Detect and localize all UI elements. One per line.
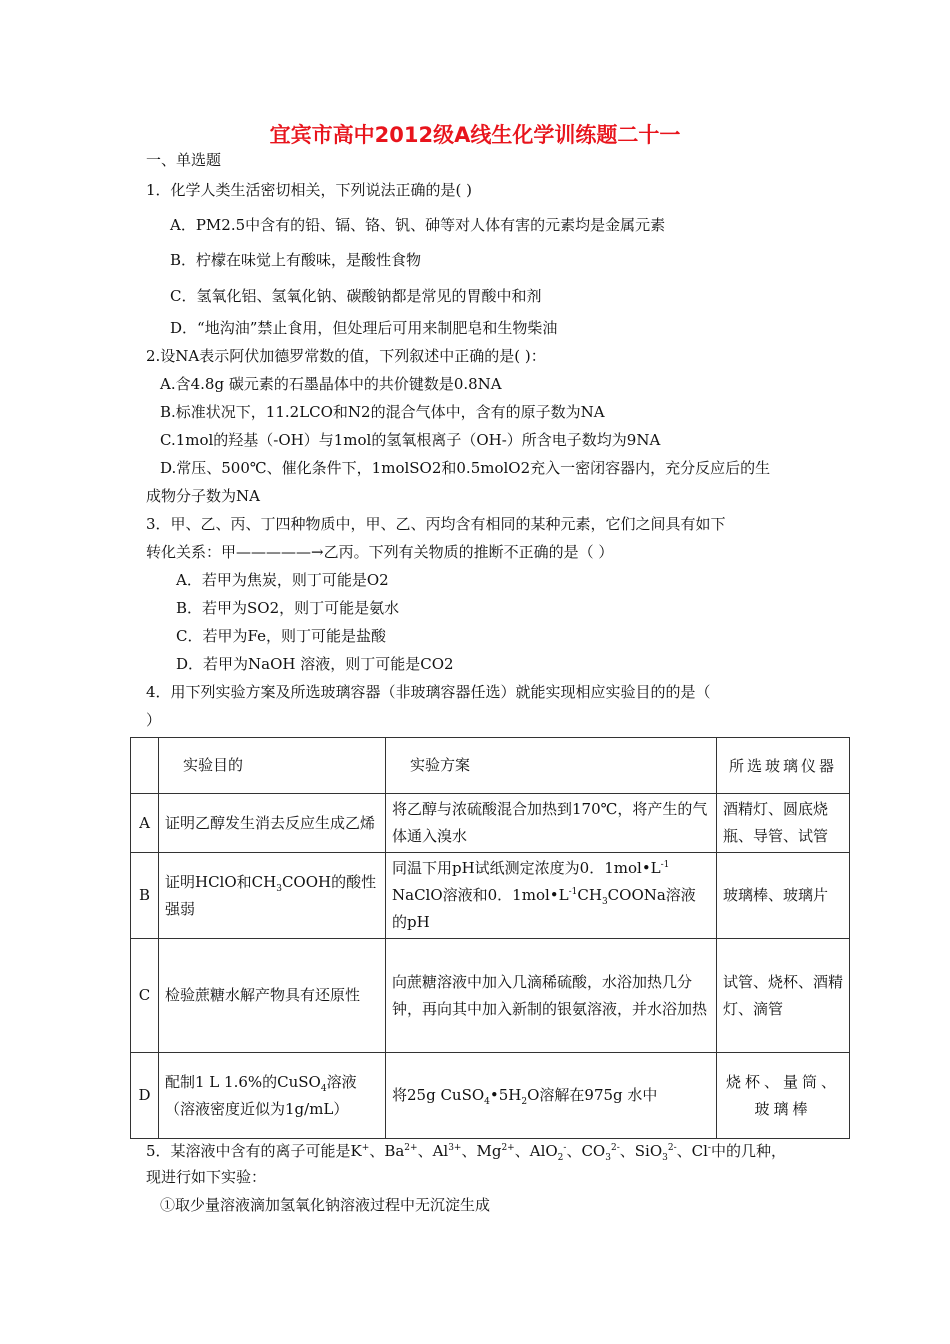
row-glass: 玻璃棒、玻璃片 (717, 853, 850, 939)
q5-stem-cont: 现进行如下实验： (146, 1168, 267, 1186)
row-glass: 酒精灯、圆底烧瓶、导管、试管 (717, 794, 850, 853)
row-purpose: 证明HClO和$CH_3COOH$的酸性强弱 (159, 853, 386, 939)
q3-option-d: D．若甲为NaOH 溶液，则丁可能是CO2 (176, 655, 454, 673)
row-purpose: 检验蔗糖水解产物具有还原性 (159, 939, 386, 1053)
q1-option-d: D．“地沟油”禁止食用，但处理后可用来制肥皂和生物柴油 (170, 319, 558, 337)
table-header-cell (131, 738, 159, 794)
q2-option-c: C.1mol的羟基（-OH）与1mol的氢氧根离子（OH-）所含电子数均为9NA (160, 431, 661, 449)
table-header-cell: 实验目的 (159, 738, 386, 794)
row-purpose: 证明乙醇发生消去反应生成乙烯 (159, 794, 386, 853)
q4-stem: 4．用下列实验方案及所选玻璃容器（非玻璃容器任选）就能实现相应实验目的的是（ (146, 683, 711, 701)
q2-option-a: A.含4.8g 碳元素的石墨晶体中的共价键数是0.8NA (160, 375, 502, 393)
q4-stem-cont: ） (146, 711, 162, 729)
row-plan: 将乙醇与浓硫酸混合加热到170℃，将产生的气体通入溴水 (386, 794, 717, 853)
q2-option-b: B.标准状况下，11.2LCO和N2的混合气体中，含有的原子数为NA (160, 403, 605, 421)
table-header-row (131, 738, 850, 794)
row-plan: 将25g $CuSO_4•5H_2O$溶解在975g 水中 (386, 1053, 717, 1139)
q1-stem: 1．化学人类生活密切相关，下列说法正确的是( ) (146, 181, 473, 199)
table-header-cell: 实验方案 (386, 738, 717, 794)
table-row (131, 939, 850, 1053)
row-glass: 烧杯、量筒、玻璃棒 (717, 1053, 850, 1139)
q3-stem: 3．甲、乙、丙、丁四种物质中，甲、乙、丙均含有相同的某种元素，它们之间具有如下 (146, 515, 726, 533)
row-plan: 同温下用pH试纸测定浓度为0．$1mol•L^{-1}$ NaClO溶液和0．$1mol•L^{-1}CH_3COONa$溶液的pH (386, 853, 717, 939)
table-row (131, 1053, 850, 1139)
q1-option-c: C．氢氧化铝、氢氧化钠、碳酸钠都是常见的胃酸中和剂 (170, 287, 542, 305)
row-letter: B (131, 853, 159, 939)
q3-option-b: B．若甲为SO2，则丁可能是氨水 (176, 599, 400, 617)
q3-stem-cont: 转化关系：甲—————→乙丙。下列有关物质的推断不正确的是（ ） (146, 543, 614, 561)
section-heading: 一、单选题 (146, 151, 222, 169)
table-row (131, 853, 850, 939)
experiment-table (130, 737, 850, 1139)
page-title: 宜宾市高中2012级A线生化学训练题二十一 (269, 123, 681, 147)
q3-option-a: A．若甲为焦炭，则丁可能是O2 (176, 571, 389, 589)
q2-stem: 2.设NA表示阿伏加德罗常数的值，下列叙述中正确的是( )： (146, 347, 546, 365)
q5-stem: 5．某溶液中含有的离子可能是K+、$Ba^{2+}$、$Al^{3+}$、$Mg^{2+}$、AlO$_2$-、$CO_3^{2-}$、SiO$_3^{2-}$、Cl-中的几种， (146, 1142, 786, 1163)
row-glass: 试管、烧杯、酒精灯、滴管 (717, 939, 850, 1053)
q2-option-d-cont: 成物分子数为NA (146, 487, 260, 505)
table-row (131, 794, 850, 853)
q1-option-b: B．柠檬在味觉上有酸味，是酸性食物 (170, 251, 422, 269)
q2-option-d: D.常压、500℃、催化条件下，1molSO2和0.5molO2充入一密闭容器内，充分反应后的生 (160, 459, 771, 477)
row-letter: A (131, 794, 159, 853)
row-purpose: 配制1 L 1.6%的CuSO$_4$溶液（溶液密度近似为1g/mL） (159, 1053, 386, 1139)
q3-option-c: C．若甲为Fe，则丁可能是盐酸 (176, 627, 386, 645)
q5-step-1: ①取少量溶液滴加氢氧化钠溶液过程中无沉淀生成 (160, 1196, 491, 1214)
row-plan: 向蔗糖溶液中加入几滴稀硫酸，水浴加热几分钟，再向其中加入新制的银氨溶液，并水浴加热 (386, 939, 717, 1053)
row-letter: D (131, 1053, 159, 1139)
table-header-cell: 所选玻璃仪器 (717, 738, 850, 794)
row-letter: C (131, 939, 159, 1053)
q1-option-a: A．PM2.5中含有的铅、镉、铬、钒、砷等对人体有害的元素均是金属元素 (170, 216, 666, 234)
